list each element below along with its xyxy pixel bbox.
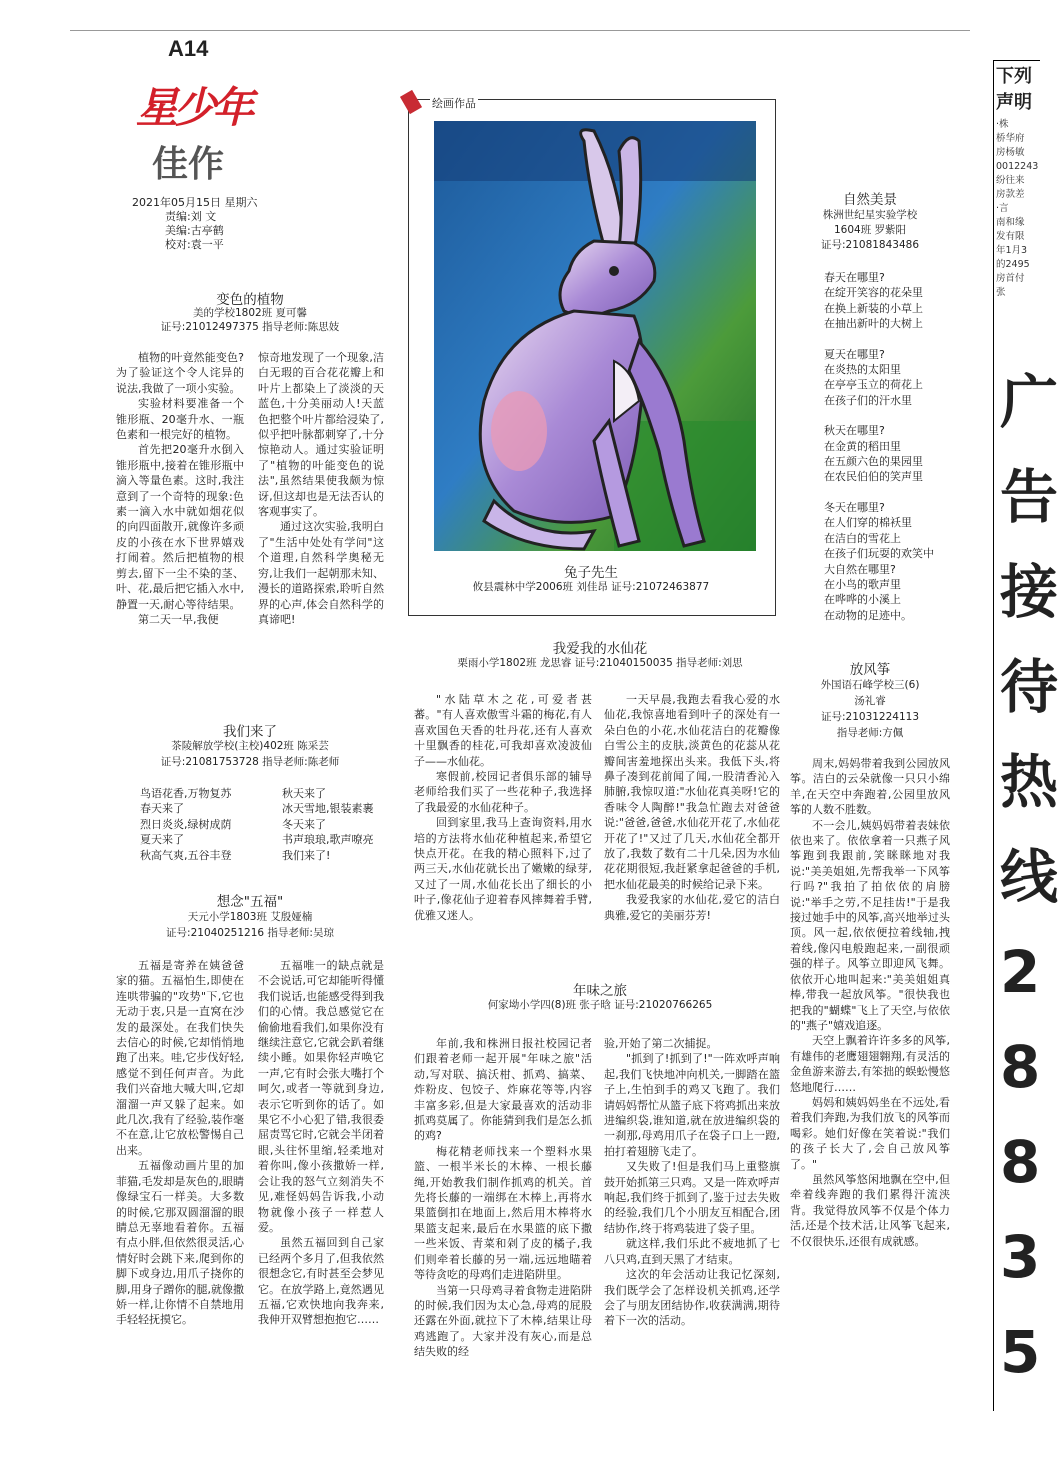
paragraph: 五福是寄养在姨爸爸家的猫。五福怕生,即使在连哄带骗的"攻势"下,它也无动于衷,只是一直窝在沙发的最深处。在我们快失去信心的时候,它却悄悄地跑了出来。哇,它步伐好轻,感觉不到任何声音。为此我们兴奋地大喊大叫,它却溜溜一声又躲了起来。如此几次,我有了经验,装作毫不在意,让它放松警惕自己出来。 [116, 959, 244, 1157]
poem-line: 在小鸟的歌声里 [824, 577, 901, 591]
section-logo: 星少年 [136, 83, 251, 132]
paragraph: 植物的叶竟然能变色?为了验证这个令人诧异的说法,我做了一项小实验。 [116, 351, 244, 395]
article-byline: 证号:21012497375 指导老师:陈思妓 [160, 321, 340, 333]
poem-line: 书声琅琅,歌声嘹亮 [282, 833, 374, 847]
article-column [258, 350, 384, 680]
article-column [604, 692, 780, 974]
article-byline: 证号:21081753728 指导老师:陈老师 [160, 756, 340, 768]
poem-line: 在抽出新叶的大树上 [824, 317, 923, 331]
paragraph: 年前,我和株洲日报社校园记者们跟着老师一起开展"年味之旅"活动,写对联、搞沃柑、抓鸡、搞菜、炸粉皮、包饺子、炸麻花等等,内容丰富多彩,但是大家最喜欢的活动非抓鸡莫属了。你能猜到我们是怎么抓的鸡? [414, 1037, 592, 1143]
ad-notice-line: 发有限 [996, 231, 1025, 242]
poem-line: 我们来了! [282, 848, 331, 862]
header-rule [70, 30, 970, 31]
poem-line: 在人们穿的棉袄里 [824, 516, 912, 530]
paragraph: 周末,妈妈带着我到公园放风筝。洁白的云朵就像一只只小绵羊,在天空中奔跑着,公园里放风筝的人数不胜数。 [790, 757, 950, 817]
ad-notice-line: ·株 [996, 119, 1009, 130]
poem-line: 在孩子们的汗水里 [824, 393, 912, 407]
paragraph: 天空上飘着许许多多的风筝,有雄伟的老鹰翅翅翱翔,有灵活的金鱼游来游去,有笨拙的蜈蚣慢悠悠地爬行…… [790, 1034, 950, 1094]
poem-line: 在绽开笑容的花朵里 [824, 286, 923, 300]
paragraph: 这次的年会活动让我记忆深刻,我们既学会了怎样设机关抓鸡,还学会了与朋友团结协作,收获满满,期待着下一次的活动。 [604, 1268, 780, 1328]
paragraph: 第二天一早,我便 [138, 612, 219, 626]
ad-hotline-char: 待 [1000, 653, 1058, 721]
paragraph: 当第一只母鸡寻着食物走进陷阱的时候,我们因为太心急,母鸡的屁股还露在外面,就拉下了木棒,结果让母鸡逃跑了。大家并没有灰心,而是总结失败的经 [414, 1283, 592, 1359]
poem-line: 在洁白的雪花上 [824, 531, 901, 545]
article-byline: 栗雨小学1802班 龙思睿 证号:21040150035 指导老师:刘思 [457, 657, 743, 669]
editor-credit: 责编:刘 文 [165, 210, 217, 223]
article-byline: 证号:21081843486 [820, 239, 920, 251]
paragraph: "抓到了!抓到了!"一阵欢呼声响起,我们飞快地冲向机关,一脚踏在篮子上,生怕到手的鸡又飞跑了。我们请妈妈帮忙从篮子底下将鸡抓出来放进编织袋,谁知道,就在放进编织袋的一刹那,母鸡用爪子在袋子口上一蹬,拍打着翅膀飞走了。 [604, 1052, 780, 1158]
poem-line: 秋高气爽,五谷丰登 [140, 848, 232, 862]
poem-line: 在动物的足迹中。 [824, 608, 912, 622]
article-byline: 证号:21031224113 [820, 711, 920, 723]
article-byline: 天元小学1803班 艾殷娅楠 [187, 911, 313, 923]
ad-notice-line: ·言 [996, 203, 1009, 214]
paragraph: 虽然风筝悠闲地飘在空中,但牵着线奔跑的我们累得汗流浃背。我觉得放风筝不仅是个体力活,还是个技术活,让风筝飞起来,不仅很快乐,还很有成就感。 [790, 1172, 950, 1248]
article-title: 自然美景 [843, 192, 897, 208]
paragraph: 首先把20毫升水倒入锥形瓶中,接着在锥形瓶中滴入等量色素。这时,我注意到了一个奇特的现象:色素一滴入水中就如烟花似的向四面散开,就像许多顽皮的小孩在水下世界嬉戏打闹着。然后把植物的根剪去,留下一尘不染的茎、叶、花,最后把它插入水中,静置一天,耐心等待结果。 [116, 443, 244, 611]
ad-heading-line: 声明 [996, 92, 1032, 113]
proof-credit: 校对:袁一平 [165, 238, 224, 251]
poem-gap [824, 408, 934, 423]
paragraph: 虽然五福回到自己家已经两个多月了,但我依然很想念它,有时甚至会梦见它。在放学路上,竟然遇见五福,它欢快地向我奔来,我伸开双臂想抱抱它…… [258, 1236, 384, 1327]
article-byline: 汤礼睿 [854, 695, 886, 707]
paragraph: 寒假前,校园记者俱乐部的辅导老师给我们买了一些花种子,我选择了我最爱的水仙花种子。 [414, 770, 592, 814]
poem-line: 夏天在哪里? [824, 347, 885, 361]
paragraph: 梅花精老师找来一个塑料水果篮、一根半米长的木棒、一根长藤绳,开始教我们制作抓鸡的机关。首先将长藤的一端绑在木棒上,再将水果篮倒扣在地面上,然后用木棒将水果篮支起来,最后在水果篮的底下撒一些米饭、青菜和剁了皮的橘子,我们则牵着长藤的另一端,远远地瞄着等待贪吃的母鸡们走进陷阱里。 [414, 1144, 592, 1282]
poem-line: 烈日炎炎,绿树成荫 [140, 817, 232, 831]
poem-line: 在五颜六色的果园里 [824, 455, 923, 469]
poem-line: 在炎热的太阳里 [824, 363, 901, 377]
article-title: 年味之旅 [573, 983, 627, 999]
poem-left [140, 786, 232, 863]
ad-hotline-char: 告 [1000, 463, 1058, 531]
article-title: 想念"五福" [216, 894, 284, 910]
paragraph: 就这样,我们乐此不疲地抓了七八只鸡,直到天黑了才结束。 [604, 1237, 780, 1266]
paragraph: "水陆草木之花,可爱者甚蕃。"有人喜欢傲雪斗霜的梅花,有人喜欢国色天香的牡丹花,还有人喜欢十里飘香的桂花,可我却喜欢凌波仙子——水仙花。 [414, 693, 592, 768]
article-byline: 何家坳小学四(8)班 张子晗 证号:21020766265 [487, 999, 713, 1011]
paragraph: 通过这次实验,我明白了"生活中处处有学问"这个道理,自然科学奥秘无穷,让我们一起朝那未知、漫长的道路探索,聆听自然界的心声,体会自然科学的真谛吧! [258, 520, 384, 626]
ad-notice-line: 的2495 [996, 259, 1030, 270]
article-column [116, 350, 244, 700]
ad-hotline-char: 5 [1000, 1318, 1041, 1386]
art-editor-credit: 美编:古亭鹤 [165, 224, 224, 237]
article-column [414, 692, 592, 974]
article-column [790, 756, 950, 1396]
page-number: A14 [168, 36, 209, 61]
ad-hotline-char: 热 [1000, 748, 1058, 816]
poem-line: 在哗哗的小溪上 [824, 593, 901, 607]
ad-notice [996, 118, 1038, 300]
paragraph: 又失败了!但是我们马上重整旗鼓开始抓第三只鸡。又是一阵欢呼声响起,我们终于抓到了,鉴于过去失败的经验,我们几个小朋友互相配合,团结协作,终于将鸡装进了袋子里。 [604, 1160, 780, 1235]
ad-notice-line: 桥华府 [996, 133, 1025, 144]
section-subtitle: 佳作 [152, 144, 225, 185]
article-title: 放风筝 [849, 662, 891, 678]
article-byline: 外国语石峰学校三(6) [820, 679, 920, 691]
poem-line: 秋天在哪里? [824, 424, 885, 438]
poem-line: 大自然在哪里? [824, 562, 896, 576]
paragraph: 五福唯一的缺点就是不会说话,可它却能听得懂我们说话,也能感受得到我们的心情。我总感觉它在偷偷地看我们,如果你没有继续注意它,它就会趴着继续小睡。如果你轻声唤它一声,它有时会张大嘴打个呵欠,或者一等就到身边,表示它听到你的话了。如果它不小心犯了错,我很委屈责骂它时,它就会半闭着眼,头往怀里缩,轻柔地对着你叫,像小孩撒娇一样,会让我的怒气立刻消失不见,难怪妈妈告诉我,小动物就像小孩子一样惹人爱。 [258, 959, 384, 1234]
article-title: 变色的植物 [216, 292, 284, 308]
paragraph: 妈妈和姨妈妈坐在不远处,看着我们奔跑,为我们放飞的风筝而喝彩。她们好像在笑着说:"我们的孩子长大了,会自己放风筝了。" [790, 1095, 950, 1171]
ad-heading [996, 64, 1032, 116]
ad-hotline [1000, 355, 1058, 1400]
article-column [604, 1036, 780, 1376]
paragraph: 实验材料要准备一个锥形瓶、20毫升水、一瓶色素和一根完好的植物。 [116, 397, 244, 442]
poem-line: 在换上新装的小草上 [824, 301, 923, 315]
poem-line: 春天来了 [140, 802, 184, 816]
ad-notice-line: 年1月3 [996, 245, 1028, 256]
ad-heading-line: 下列 [996, 66, 1032, 87]
poem-line: 在孩子们玩耍的欢笑中 [824, 547, 934, 561]
poem-gap [824, 485, 934, 500]
ad-notice-line: 纷往来 [996, 175, 1025, 186]
article-byline: 证号:21040251216 指导老师:吴琼 [166, 927, 334, 939]
rabbit-painting [434, 121, 756, 551]
paragraph: 验,开始了第二次捕捉。 [604, 1037, 718, 1050]
ad-hotline-char: 8 [1000, 1128, 1041, 1196]
poem-line: 鸟语花香,万物复苏 [140, 787, 232, 800]
issue-meta [132, 196, 258, 252]
ad-hotline-char: 线 [1000, 843, 1058, 911]
paragraph: 回到家里,我马上查询资料,用水培的方法将水仙花种植起来,希望它快点开花。在我的精心照料下,过了两三天,水仙花就长出了嫩嫩的绿芽,又过了一周,水仙花长出了细长的小叶子,像花仙子迎着春风摔舞着手臂,优雅又迷人。 [414, 816, 592, 922]
ad-notice-line: 0012243 [996, 161, 1039, 172]
article-byline: 指导老师:方佩 [836, 727, 904, 739]
ad-hotline-char: 广 [1000, 368, 1058, 436]
ad-hotline-char: 3 [1000, 1223, 1041, 1291]
poem-line: 秋天来了 [282, 787, 326, 800]
poem-line: 在金黄的稻田里 [824, 439, 901, 453]
paragraph: 五福像动画片里的加菲猫,毛发却是灰色的,眼睛像绿宝石一样美。大多数的时候,它那双圆溜溜的眼睛总无辜地看着你。五福有点小胖,但依然很灵活,心情好时会跳下来,爬到你的脚下或身边,用爪子挠你的脚,用身子蹭你的腿,就像撒娇一样,让你情不自禁地用手轻轻抚摸它。 [116, 1159, 244, 1327]
artwork-byline: 攸县震林中学2006班 刘佳昂 证号:21072463877 [472, 581, 710, 593]
article-title: 我爱我的水仙花 [552, 641, 648, 657]
poem-line: 在农民伯伯的笑声里 [824, 470, 923, 484]
paragraph: 不一会儿,姨妈妈带着表妹依依也来了。依依拿着一只燕子风筝跑到我跟前,笑眯眯地对我说:"美美姐姐,先帮我举一下风筝行吗?"我拍了拍依依的肩膀说:"举手之劳,不足挂齿!"于是我接过她手中的风筝,高兴地举过头顶。风一起,依依便拉着线轴,拽着线,像闪电般跑起来,一副很顽强的样子。风筝立即迎风飞舞。依依开心地叫起来:"美美姐姐真棒,带我一起放风筝。"很快我也把我的"蝴蝶"飞上了天空,与依依的"燕子"嬉戏追逐。 [790, 818, 950, 1032]
paragraph: 惊奇地发现了一个现象,洁白无瑕的百合花花瓣上和叶片上都染上了淡淡的天蓝色,十分美丽动人!天蓝色把整个叶片都给浸染了,似乎把叶脉都刺穿了,十分惊艳动人。通过实验证明了"植物的叶能变色的说法",虽然结果使我颇为惊讶,但这却也是无法否认的客观事实了。 [258, 351, 384, 519]
artwork-title: 兔子先生 [564, 565, 618, 581]
ad-notice-line: 房款差 [996, 189, 1025, 200]
ad-hotline-char: 接 [1000, 558, 1058, 626]
ad-hotline-char: 2 [1000, 938, 1041, 1006]
poem-right [282, 786, 374, 863]
ad-notice-line: 张 [996, 287, 1006, 298]
article-column [258, 958, 384, 1383]
ad-hotline-char: 8 [1000, 1033, 1041, 1101]
poem-line: 夏天来了 [140, 833, 184, 847]
issue-date: 2021年05月15日 星期六 [132, 196, 258, 209]
poem-line: 冬天在哪里? [824, 500, 885, 514]
poem-line: 冰天雪地,银装素裹 [282, 802, 374, 816]
article-byline: 茶陵解放学校(主校)402班 陈采芸 [171, 740, 329, 752]
ad-notice-line: 南和缘 [996, 217, 1025, 228]
poem-line: 在亭亭玉立的荷花上 [824, 378, 923, 392]
ad-notice-line: 房首付 [996, 273, 1025, 284]
poem-line: 冬天来了 [282, 817, 326, 831]
paragraph: 我爱我家的水仙花,爱它的洁白典雅,爱它的美丽芬芳! [604, 893, 780, 922]
artwork-label: 绘画作品 [432, 97, 476, 110]
article-column [414, 1036, 592, 1386]
article-byline: 美的学校1802班 夏可馨 [192, 307, 308, 319]
article-column [116, 958, 244, 1383]
poem-line: 春天在哪里? [824, 271, 885, 284]
poem-body [824, 270, 934, 623]
article-title: 我们来了 [223, 724, 277, 740]
article-byline: 株洲世纪星实验学校 [822, 209, 918, 221]
article-byline: 1604班 罗紫阳 [833, 224, 907, 236]
ad-notice-line: 房杨敏 [996, 147, 1025, 158]
paragraph: 一天早晨,我跑去看我心爱的水仙花,我惊喜地看到叶子的深处有一朵白色的小花,水仙花洁白的花瓣像白雪公主的皮肤,淡黄色的花蕊从花瓣间害羞地探出头来。我低下头,将鼻子凑到花前闻了闻,一股清香沁入肺腑,我惊叹道:"水仙花真美呀!它的香味令人陶醉!"我急忙跑去对爸爸说:"爸爸,爸爸,水仙花开花了,水仙花开花了!"又过了几天,水仙花全都开放了,我数了数有二十几朵,因为水仙花花期很短,我赶紧拿起爸爸的手机,把水仙花最美的时候给记录下来。 [604, 693, 780, 891]
poem-gap [824, 332, 934, 347]
